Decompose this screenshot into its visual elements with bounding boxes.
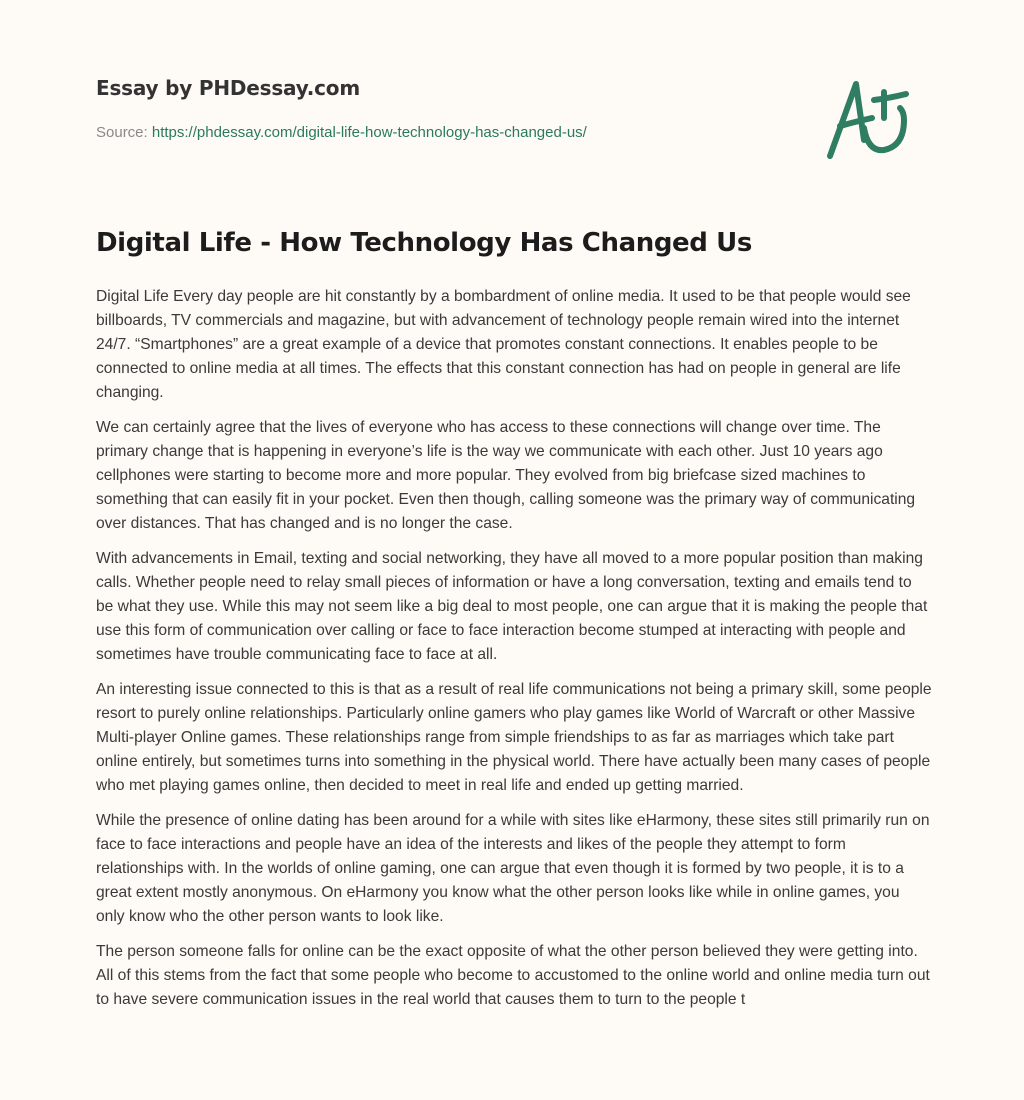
essay-paragraph: An interesting issue connected to this is that as a result of real life communications not being a primary skill, some people resort to purely online relationships. Particularly online gamers who play games like World of Warcraft or other Massive Multi-player Online games. These relationships range from simple friendships to as far as marriages which take part online entirely, but sometimes turns into something in the physical world. There have actually been many cases of people who met playing games online, then decided to meet in real life and ended up getting married. (96, 681, 932, 794)
essay-title: Digital Life - How Technology Has Changed Us (96, 228, 752, 258)
essay-paragraph: We can certainly agree that the lives of everyone who has access to these connections will change over time. The primary change that is happening in everyone’s life is the way we communicate with each other. Just 10 years ago cellphones were starting to become more and more popular. They evolved from big briefcase sized machines to something that can easily fit in your pocket. Even then though, calling someone was the primary way of communicating over distances. That has changed and is no longer the case. (96, 419, 916, 532)
site-title: Essay by PHDessay.com (96, 76, 360, 100)
essay-paragraph: While the presence of online dating has been around for a while with sites like eHarmony, these sites still primarily run on face to face interactions and people have an idea of the interests and likes of the people they attempt to form relationships with. In the worlds of online gaming, one can argue that even though it is formed by two people, it is to a great extent mostly anonymous. On eHarmony you know what the other person looks like while in online games, you only know who the other person wants to look like. (96, 812, 930, 925)
source-link[interactable]: https://phdessay.com/digital-life-how-technology-has-changed-us/ (151, 124, 587, 141)
source-line (96, 124, 587, 141)
site-header (96, 76, 796, 100)
source-label: Source: (96, 124, 148, 141)
essay-paragraph: With advancements in Email, texting and social networking, they have all moved to a more popular position than making calls. Whether people need to relay small pieces of information or have a long conversation, texting and emails tend to be what they use. While this may not seem like a big deal to most people, one can argue that it is making the people that use this form of communication over calling or face to face interaction become stumped at interacting with people and sometimes have trouble communicating face to face at all. (96, 550, 928, 663)
a-plus-grade-icon (822, 68, 932, 164)
essay-body (96, 285, 932, 1023)
essay-paragraph: The person someone falls for online can be the exact opposite of what the other person believed they were getting into. All of this stems from the fact that some people who become to accustomed to the online world and online media turn out to have severe communication issues in the real world that causes them to turn to the people t (96, 943, 930, 1008)
essay-paragraph: Digital Life Every day people are hit constantly by a bombardment of online media. It used to be that people would see billboards, TV commercials and magazine, but with advancement of technology people remain wired into the internet 24/7. “Smartphones” are a great example of a device that promotes constant connections. It enables people to be connected to online media at all times. The effects that this constant connection has had on people in general are life changing. (96, 288, 911, 401)
